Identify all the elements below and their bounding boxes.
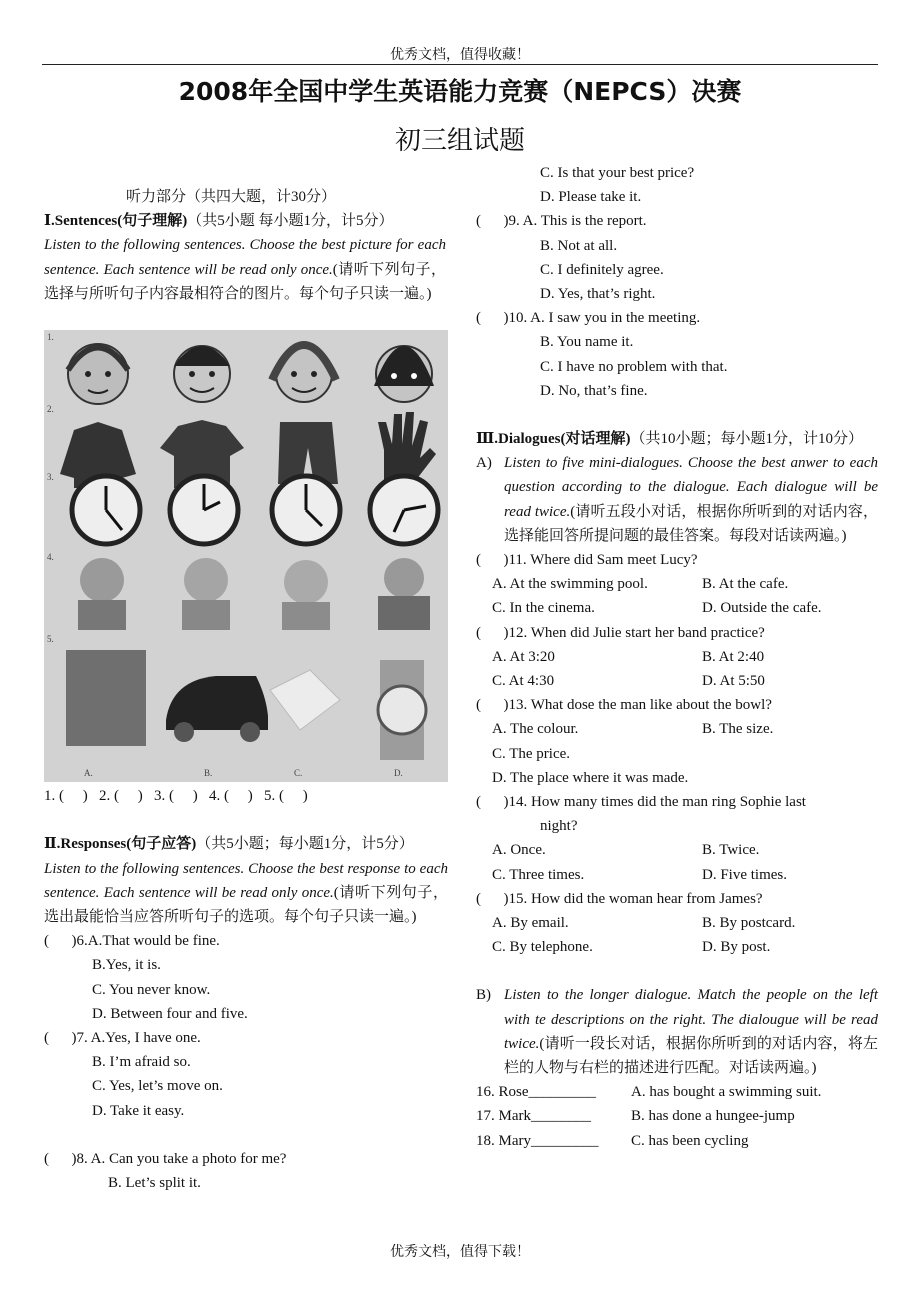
header-rule	[42, 64, 878, 65]
q15-stem: ( )15. How did the woman hear from James?	[476, 890, 763, 907]
q14-options-cd	[476, 863, 878, 887]
q6-option-b: B.Yes, it is.	[92, 957, 161, 974]
match-desc-a: A. has bought a swimming suit.	[631, 1084, 822, 1101]
q9-option-d: D. Yes, that’s right.	[540, 285, 656, 302]
section1-instr-en: Listen to the following sentences. Choose the best picture for each sentence. Each sentence will be read only once.	[44, 237, 446, 278]
listening-heading: 听力部分（共四大题，计30分）	[126, 189, 337, 205]
page-title: 2008年全国中学生英语能力竞赛（NEPCS）决赛	[178, 77, 742, 106]
q7-stem: ( )7. A.Yes, I have one.	[44, 1029, 201, 1046]
q14-option-a: A. Once.	[492, 842, 546, 859]
q15-option-c: C. By telephone.	[492, 939, 593, 956]
q13-option-a: A. The colour.	[492, 721, 579, 738]
q12-stem: ( )12. When did Julie start her band practice?	[476, 624, 765, 641]
q15-options-ab	[476, 911, 878, 935]
row-label-2: 2.	[47, 404, 54, 414]
partB-label: B)	[476, 987, 491, 1004]
q9-option-c: C. I definitely agree.	[540, 261, 664, 278]
match-person-mark[interactable]: 17. Mark________	[476, 1108, 591, 1125]
q12-option-b: B. At 2:40	[702, 648, 765, 665]
section1-instructions	[44, 233, 446, 306]
q9-option-b: B. Not at all.	[540, 237, 618, 254]
q10-option-c: C. I have no problem with that.	[540, 358, 728, 375]
left-column-lower	[44, 784, 448, 1195]
match-desc-b: B. has done a hungee-jump	[631, 1108, 795, 1125]
picture-grid-svg	[44, 330, 448, 782]
page-footer: 优秀文档，值得下载！	[390, 1245, 530, 1260]
partB-instr-en: Listen to the longer dialogue. Match the people on the left with te descriptions on the right. The dialougue will be read twice.	[504, 987, 878, 1052]
section3-partB	[476, 983, 878, 1080]
section1-answer-blanks[interactable]: 1. ( ) 2. ( ) 3. ( ) 4. ( ) 5. ( )	[44, 788, 308, 804]
q13-option-d: D. The place where it was made.	[492, 769, 689, 786]
partA-instr-en: Listen to five mini-dialogues. Choose the best anwer to each question according to the dialogue. Each dialogue will be read twice.	[504, 455, 878, 520]
face-a	[68, 344, 128, 404]
section2-instr-en: Listen to the following sentences. Choose the best response to each sentence. Each sentence will be read only once.	[44, 860, 448, 901]
col-label-d: D.	[394, 768, 403, 778]
q11-option-b: B. At the cafe.	[702, 576, 789, 593]
person-a	[78, 558, 126, 630]
row-label-5: 5.	[47, 634, 54, 644]
section3-heading	[476, 427, 878, 451]
q9-stem: ( )9. A. This is the report.	[476, 213, 647, 230]
match-row-16	[476, 1080, 878, 1104]
match-desc-c: C. has been cycling	[631, 1132, 749, 1149]
q11-option-d: D. Outside the cafe.	[702, 600, 822, 617]
q8-option-b: B. Let’s split it.	[108, 1175, 201, 1192]
spacer	[44, 808, 448, 832]
match-person-rose[interactable]: 16. Rose_________	[476, 1084, 596, 1101]
clock-a	[72, 476, 140, 544]
section2-title: Ⅱ.Responses(句子应答)	[44, 836, 197, 853]
q13-stem: ( )13. What dose the man like about the bowl?	[476, 697, 772, 714]
face-d	[374, 346, 434, 402]
q11-options-ab	[476, 572, 878, 596]
face-b	[174, 346, 230, 402]
row-label-1: 1.	[47, 332, 54, 342]
q13-option-c: C. The price.	[492, 745, 571, 762]
section3-partA	[476, 451, 878, 548]
partA-label: A)	[476, 455, 492, 472]
q14-option-b: B. Twice.	[702, 842, 760, 859]
section1-title: Ⅰ.Sentences(句子理解)	[44, 213, 188, 230]
q12-option-d: D. At 5:50	[702, 673, 765, 690]
person-c	[282, 560, 330, 630]
q15-option-a: A. By email.	[492, 914, 569, 931]
col-label-a: A.	[84, 768, 93, 778]
q7-option-c: C. Yes, let’s move on.	[92, 1078, 223, 1095]
q7-option-d: D. Take it easy.	[92, 1102, 185, 1119]
clock-b	[170, 476, 238, 544]
q12-option-a: A. At 3:20	[492, 648, 555, 665]
q12-options-ab	[476, 645, 878, 669]
q7-option-b: B. I’m afraid so.	[92, 1054, 191, 1071]
match-person-mary[interactable]: 18. Mary_________	[476, 1132, 599, 1149]
spacer	[44, 1123, 448, 1147]
picture-grid	[44, 330, 448, 782]
section2-heading	[44, 832, 448, 856]
spacer	[476, 403, 878, 427]
q6-stem: ( )6.A.That would be fine.	[44, 933, 220, 950]
q14-stem-cont: night?	[540, 818, 578, 835]
section1-heading	[44, 209, 446, 233]
q8-option-d: D. Please take it.	[540, 189, 642, 206]
match-row-17	[476, 1104, 878, 1128]
clock-c	[272, 476, 340, 544]
section3-title: Ⅲ.Dialogues(对话理解)	[476, 431, 631, 448]
watch	[378, 660, 426, 760]
partA-instructions	[504, 451, 878, 548]
col-label-c: C.	[294, 768, 303, 778]
q13-options-ab	[476, 717, 878, 741]
q6-option-c: C. You never know.	[92, 981, 211, 998]
q10-option-d: D. No, that’s fine.	[540, 382, 648, 399]
q8-option-c: C. Is that your best price?	[540, 165, 695, 181]
q11-option-a: A. At the swimming pool.	[492, 576, 648, 593]
section3-score: （共10小题；每小题1分，计10分）	[630, 431, 864, 448]
section2-instr-cn: (请听下列句子，选出最能恰当应答所听句子的选项。每个句子只读一遍。)	[44, 884, 448, 925]
q10-stem: ( )10. A. I saw you in the meeting.	[476, 310, 701, 327]
left-column	[44, 185, 446, 306]
row-label-3: 3.	[47, 472, 54, 482]
q13-option-b: B. The size.	[702, 721, 774, 738]
q10-option-b: B. You name it.	[540, 334, 634, 351]
spacer	[476, 959, 878, 983]
q14-option-c: C. Three times.	[492, 866, 585, 883]
q14-stem: ( )14. How many times did the man ring Sophie last	[476, 793, 806, 810]
q11-stem: ( )11. Where did Sam meet Lucy?	[476, 552, 698, 569]
q15-option-d: D. By post.	[702, 939, 771, 956]
match-row-18	[476, 1129, 878, 1153]
section1-score: （共5小题 每小题1分，计5分）	[187, 213, 394, 230]
q15-option-b: B. By postcard.	[702, 914, 796, 931]
q8-stem: ( )8. A. Can you take a photo for me?	[44, 1150, 287, 1167]
section2-score: （共5小题；每小题1分，计5分）	[196, 836, 414, 853]
q15-options-cd	[476, 935, 878, 959]
q12-options-cd	[476, 669, 878, 693]
q11-option-c: C. In the cinema.	[492, 600, 595, 617]
partB-instr-cn: (请听一段长对话，根据你所听到的对话内容，将左栏的人物与右栏的描述进行匹配。对话读两遍。)	[504, 1035, 878, 1077]
section2-instructions	[44, 857, 448, 930]
page-subtitle: 初三组试题	[394, 126, 525, 155]
section1-instr-cn: (请听下列句子，选择与所听句子内容最相符合的图片。每个句子只读一遍。)	[44, 261, 446, 302]
partB-instructions	[504, 983, 878, 1080]
col-label-b: B.	[204, 768, 213, 778]
q14-option-d: D. Five times.	[702, 866, 787, 883]
clock-d	[370, 476, 438, 544]
q6-option-d: D. Between four and five.	[92, 1005, 248, 1022]
q14-options-ab	[476, 838, 878, 862]
row-label-4: 4.	[47, 552, 54, 562]
person-b	[182, 558, 230, 630]
painting	[66, 650, 146, 746]
q11-options-cd	[476, 596, 878, 620]
partA-instr-cn: (请听五段小对话，根据你所听到的对话内容，选择能回答所提问题的最佳答案。每段对话读两遍。)	[504, 503, 878, 544]
right-column	[476, 161, 878, 1153]
page-header: 优秀文档，值得收藏！	[390, 48, 530, 63]
q12-option-c: C. At 4:30	[492, 673, 555, 690]
